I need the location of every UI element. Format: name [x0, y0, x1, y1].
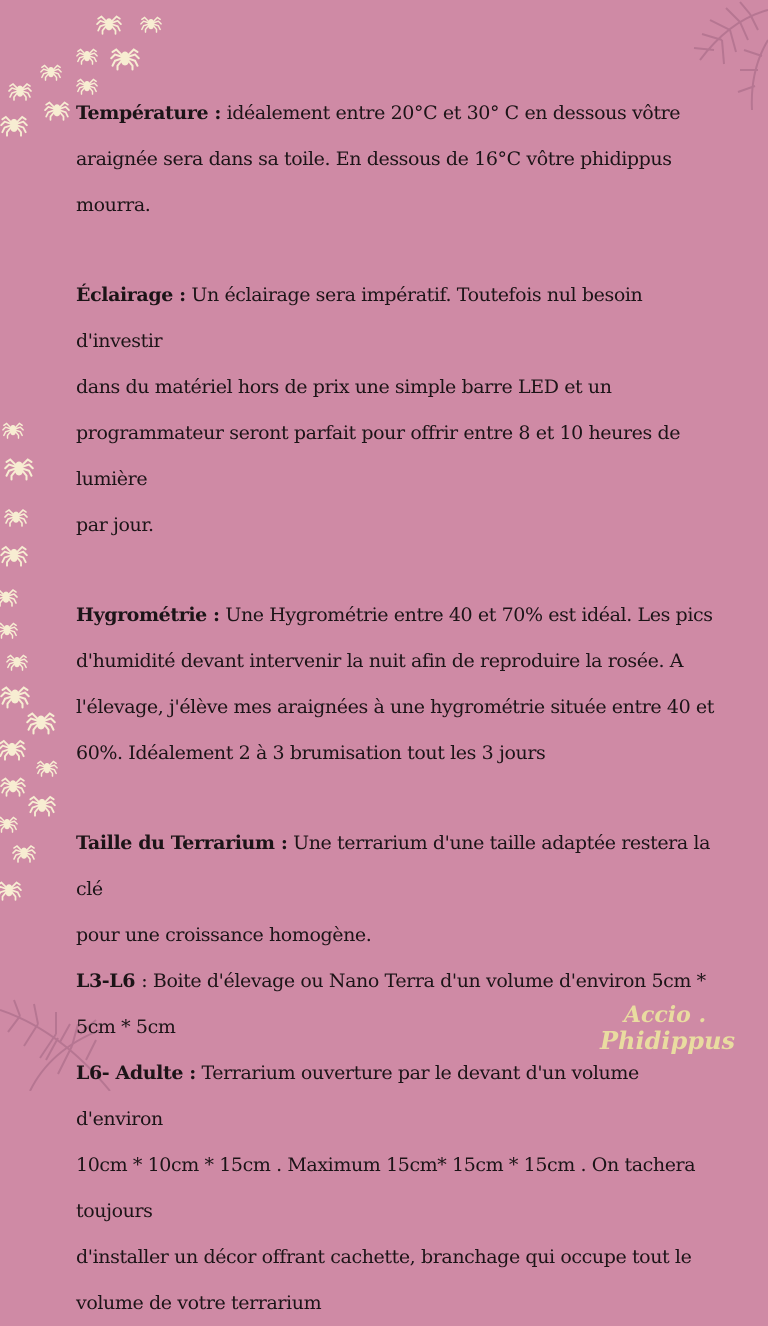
spider-icon [0, 876, 22, 902]
l3-l6-paragraph [76, 958, 716, 1004]
spider-icon [26, 706, 56, 736]
spider-icon [36, 756, 58, 778]
lighting-label: Éclairage : [76, 284, 186, 306]
spider-icon [0, 110, 28, 138]
accio-phidippus-logo [600, 1002, 736, 1055]
hygrometry-line: d'humidité devant intervenir la nuit afin de reproduire la rosée. A [76, 650, 684, 672]
lighting-paragraph [76, 272, 716, 364]
spider-icon [0, 540, 28, 568]
logo-line-accio: Accio . [623, 1002, 707, 1028]
spider-icon [2, 418, 24, 440]
lighting-line: programmateur seront parfait pour offrir entre 8 et 10 heures de lumière [76, 422, 681, 490]
hygrometry-line: l'élevage, j'élève mes araignées à une hygrométrie située entre 40 et [76, 696, 714, 718]
terrarium-text: Une terrarium d'une taille adaptée restera la clé [76, 832, 711, 900]
l3-l6-text: : Boite d'élevage ou Nano Terra d'un volume d'environ 5cm * [141, 970, 706, 992]
spider-icon [12, 840, 36, 864]
temperature-line: araignée sera dans sa toile. En dessous de 16°C vôtre phidippus mourra. [76, 148, 672, 216]
care-sheet [76, 90, 716, 1326]
spider-icon [0, 734, 26, 762]
hygrometry-line: 60%. Idéalement 2 à 3 brumisation tout les 3 jours [76, 742, 546, 764]
hygrometry-paragraph [76, 592, 716, 638]
temperature-text: idéalement entre 20°C et 30° C en dessous vôtre [220, 102, 681, 124]
temperature-label: Température : [76, 102, 221, 124]
lighting-line: par jour. [76, 514, 154, 536]
lighting-text: Un éclairage sera impératif. Toutefois nul besoin d'investir [76, 284, 643, 352]
spider-icon [40, 60, 62, 82]
lighting-line: dans du matériel hors de prix une simple barre LED et un [76, 376, 612, 398]
l6-adult-label: L6- Adulte : [76, 1062, 196, 1084]
spider-icon [6, 650, 28, 672]
hygrometry-label: Hygrométrie : [76, 604, 220, 626]
spider-icon [0, 812, 18, 834]
spider-icon [140, 12, 162, 34]
spider-icon [0, 772, 26, 798]
l6-adult-line: d'installer un décor offrant cachette, branchage qui occupe tout le [76, 1246, 692, 1268]
spider-icon [96, 10, 122, 36]
spider-icon [4, 452, 34, 482]
spider-icon [4, 504, 28, 528]
l6-adult-line: 10cm * 10cm * 15cm . Maximum 15cm* 15cm * 15cm . On tachera toujours [76, 1154, 696, 1222]
terrarium-paragraph [76, 820, 716, 912]
spider-icon [8, 78, 32, 102]
terrarium-label: Taille du Terrarium : [76, 832, 288, 854]
spider-icon [110, 42, 140, 72]
hygrometry-text: Une Hygrométrie entre 40 et 70% est idéal. Les pics [219, 604, 713, 626]
spider-icon [76, 44, 98, 66]
spider-icon [44, 96, 70, 122]
l3-l6-label: L3-L6 [76, 970, 142, 992]
l6-adult-paragraph [76, 1050, 716, 1142]
l6-adult-line: volume de votre terrarium [76, 1292, 322, 1314]
l3-l6-line: 5cm * 5cm [76, 1016, 176, 1038]
spider-icon [0, 680, 30, 710]
spider-icon [28, 790, 56, 818]
logo-line-phidippus: Phidippus [600, 1026, 736, 1055]
terrarium-line: pour une croissance homogène. [76, 924, 372, 946]
spider-icon [0, 618, 18, 640]
temperature-paragraph [76, 90, 716, 136]
spider-icon [0, 584, 18, 608]
l6-adult-text: Terrarium ouverture par le devant d'un volume d'environ [76, 1062, 639, 1130]
